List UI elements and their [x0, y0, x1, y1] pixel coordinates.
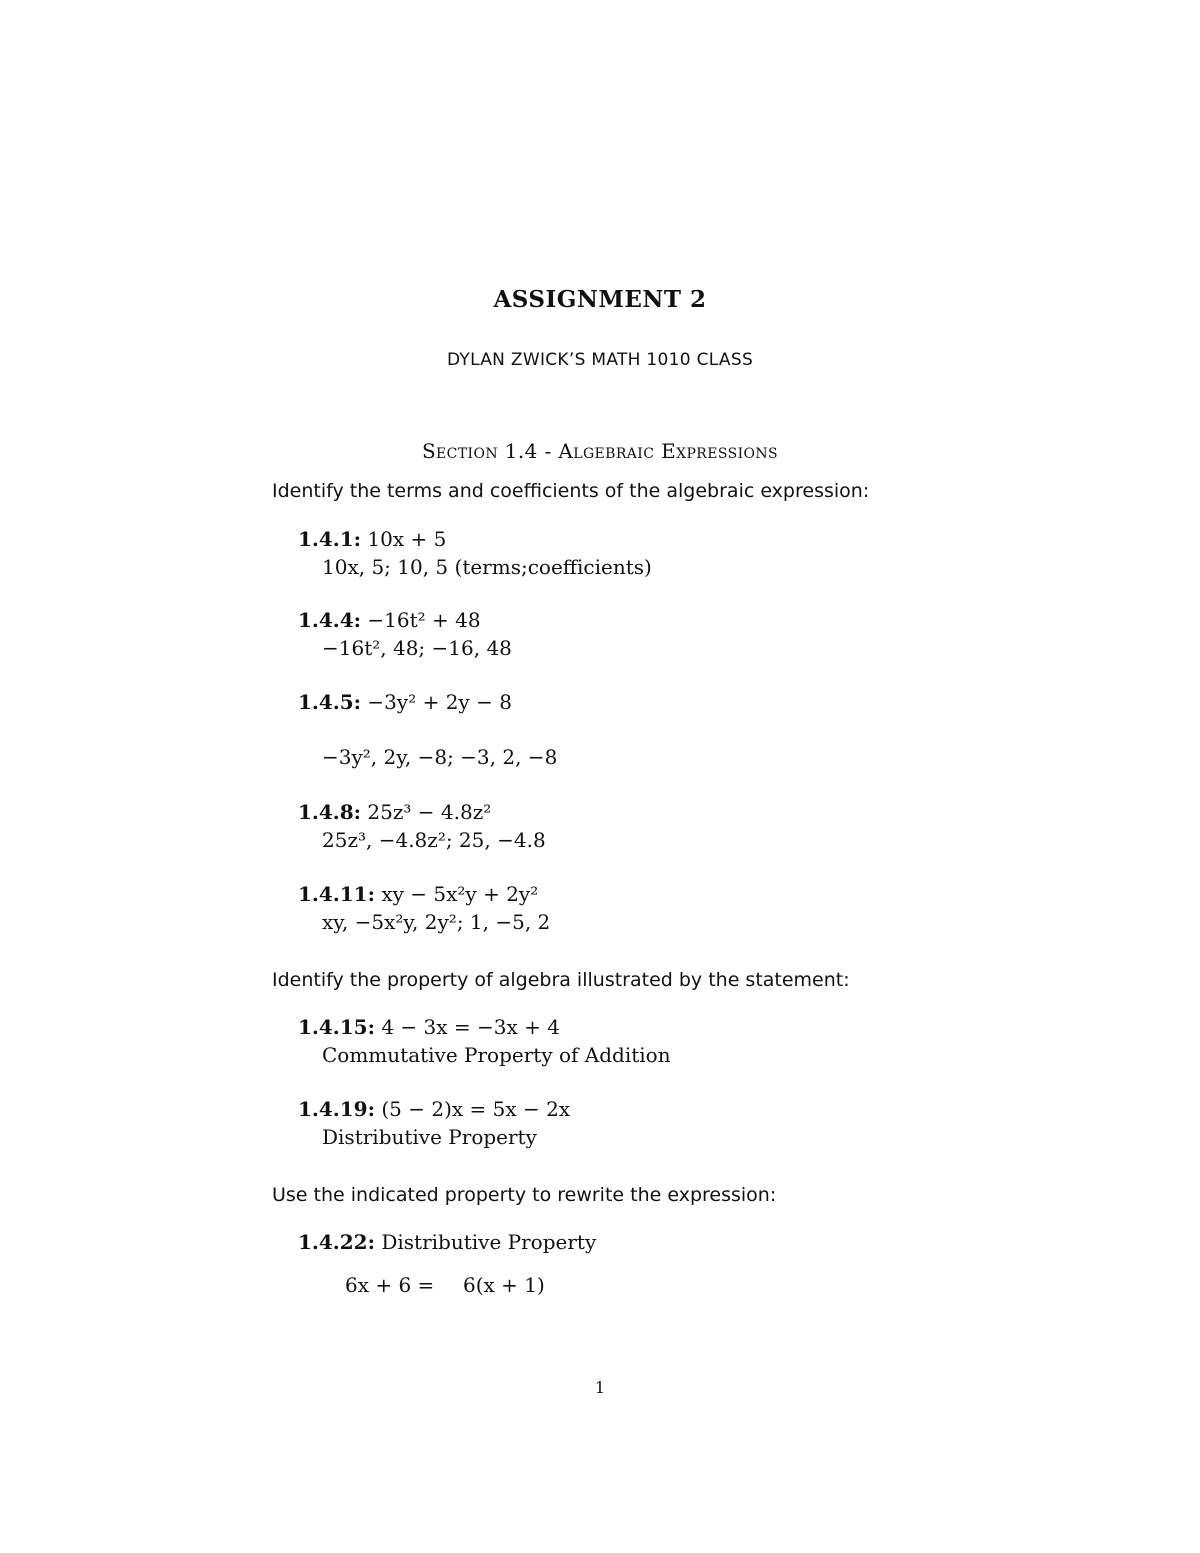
problem-expression: Distributive Property [381, 1230, 597, 1254]
problem-expression: −16t² + 48 [367, 608, 481, 632]
problem-expression: 4 − 3x = −3x + 4 [381, 1015, 560, 1039]
problem-number: 1.4.15: [298, 1015, 375, 1039]
answer-1-4-1: 10x, 5; 10, 5 (terms;coefficients) [322, 555, 652, 579]
problem-expression: 10x + 5 [367, 527, 447, 551]
answer-1-4-15: Commutative Property of Addition [322, 1043, 671, 1067]
problem-number: 1.4.11: [298, 882, 375, 906]
problem-1-4-4 [298, 608, 481, 632]
page-number: 1 [594, 1378, 606, 1397]
problem-1-4-1 [298, 527, 446, 551]
page-title: ASSIGNMENT 2 [493, 286, 707, 313]
answer-1-4-19: Distributive Property [322, 1125, 537, 1149]
answer-1-4-22-lhs: 6x + 6 = [345, 1273, 435, 1297]
answer-1-4-11: xy, −5x²y, 2y²; 1, −5, 2 [322, 910, 551, 934]
problem-expression: −3y² + 2y − 8 [367, 690, 512, 714]
problem-number: 1.4.19: [298, 1097, 375, 1121]
page-subtitle: DYLAN ZWICK’S MATH 1010 CLASS [446, 350, 754, 370]
section-heading: Section 1.4 - Algebraic Expressions [421, 439, 779, 463]
problem-number: 1.4.4: [298, 608, 362, 632]
problem-number: 1.4.5: [298, 690, 362, 714]
instructions-rewrite: Use the indicated property to rewrite the expression: [272, 1184, 777, 1206]
problem-number: 1.4.8: [298, 800, 362, 824]
problem-expression: xy − 5x²y + 2y² [381, 882, 539, 906]
instructions-property: Identify the property of algebra illustrated by the statement: [272, 969, 850, 991]
answer-1-4-5: −3y², 2y, −8; −3, 2, −8 [322, 745, 558, 769]
problem-1-4-22 [298, 1230, 596, 1254]
problem-number: 1.4.1: [298, 527, 362, 551]
problem-1-4-15 [298, 1015, 560, 1039]
problem-number: 1.4.22: [298, 1230, 375, 1254]
problem-1-4-8 [298, 800, 491, 824]
problem-expression: (5 − 2)x = 5x − 2x [381, 1097, 571, 1121]
problem-expression: 25z³ − 4.8z² [367, 800, 492, 824]
answer-1-4-4: −16t², 48; −16, 48 [322, 636, 512, 660]
answer-1-4-8: 25z³, −4.8z²; 25, −4.8 [322, 828, 546, 852]
instructions-terms: Identify the terms and coefficients of the algebraic expression: [272, 480, 870, 502]
problem-1-4-5 [298, 690, 512, 714]
answer-1-4-22-rhs: 6(x + 1) [463, 1273, 545, 1297]
problem-1-4-11 [298, 882, 538, 906]
problem-1-4-19 [298, 1097, 570, 1121]
